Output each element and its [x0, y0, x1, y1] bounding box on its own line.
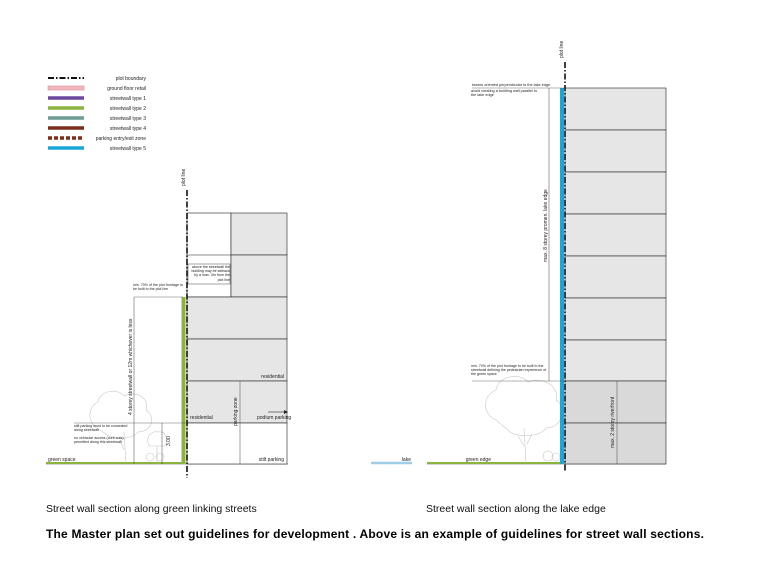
- right-floor-7: [565, 130, 666, 172]
- left-parking-zone-label: parking zone: [233, 397, 239, 426]
- left-min-frontage-note: min. 70% of the plot frontage to be built to the plot line: [133, 283, 183, 292]
- left-plot-line-label: plot line: [181, 168, 187, 186]
- left-podium-parking-label: podium parking: [257, 415, 292, 421]
- section-left: [46, 169, 291, 478]
- left-green-space-label: green space: [48, 457, 76, 463]
- left-floor-setback-2: [231, 255, 287, 297]
- left-height-dim-label: 4 storey streetwall or 12m whichever is less: [128, 318, 134, 415]
- left-parking-concealed-note: stilt parking must to be concealed along streetwall: [74, 424, 128, 433]
- left-residential-upper: residential: [261, 374, 284, 380]
- legend-label-plot-boundary: plot boundary: [115, 76, 146, 82]
- right-floor-4: [565, 256, 666, 298]
- lake-label: lake: [401, 457, 411, 463]
- legend-label-streetwall-4: streetwall type 4: [109, 126, 146, 132]
- legend-label-ground-floor-retail: ground floor retail: [107, 86, 146, 92]
- right-floor-2: [565, 340, 666, 381]
- legend-label-streetwall-2: streetwall type 2: [109, 106, 146, 112]
- legend-swatch-ground-floor-retail: [48, 86, 84, 90]
- caption-left: Street wall section along green linking streets: [46, 503, 257, 515]
- left-no-vehicular-note: no vehicular access (curb cuts) permitted along this streetwall: [74, 436, 124, 445]
- right-floor-6: [565, 172, 666, 214]
- left-300-label: 3.00: [166, 436, 172, 446]
- legend-label-parking-entry: parking entry/exit zone: [95, 136, 146, 142]
- right-floor-5: [565, 214, 666, 256]
- right-floor-8: [565, 88, 666, 130]
- right-storey-dim-label: max. 2 storey riverfront: [610, 396, 616, 448]
- legend-label-streetwall-3: streetwall type 3: [109, 116, 146, 122]
- legend: [48, 76, 146, 152]
- footer-text: The Master plan set out guidelines for development . Above is an example of guidelines for street wall sections.: [46, 527, 705, 541]
- right-tree-sketch: [486, 376, 563, 463]
- caption-right: Street wall section along the lake edge: [426, 503, 606, 515]
- left-floor-setback-1: [231, 213, 287, 255]
- right-min-frontage-note: min. 70% of the plot frontage to be built to the streetwall defining the pedestrian experience of the green space: [471, 364, 547, 377]
- left-residential-lower: residential: [190, 415, 213, 421]
- legend-label-streetwall-5: streetwall type 5: [109, 146, 146, 152]
- left-stilt-parking-label: stilt parking: [258, 457, 284, 463]
- right-floor-3: [565, 298, 666, 340]
- section-right: [371, 41, 666, 472]
- legend-label-streetwall-1: streetwall type 1: [109, 96, 146, 102]
- right-towers-note: towers oriented perpendicular to the lake edge: [472, 83, 551, 87]
- right-plot-line-label: plot line: [559, 40, 565, 58]
- right-avoid-note: avoid creating a building wall parallel to the lake edge: [471, 89, 538, 98]
- right-green-edge-label: green edge: [465, 457, 491, 463]
- right-height-dim-label: max. 8 storey promen. lake edge: [543, 189, 549, 262]
- left-floor-4: [187, 297, 287, 339]
- left-setback-note: above the streetwall the building may be setback by a max. 3m from the plot line: [191, 265, 230, 282]
